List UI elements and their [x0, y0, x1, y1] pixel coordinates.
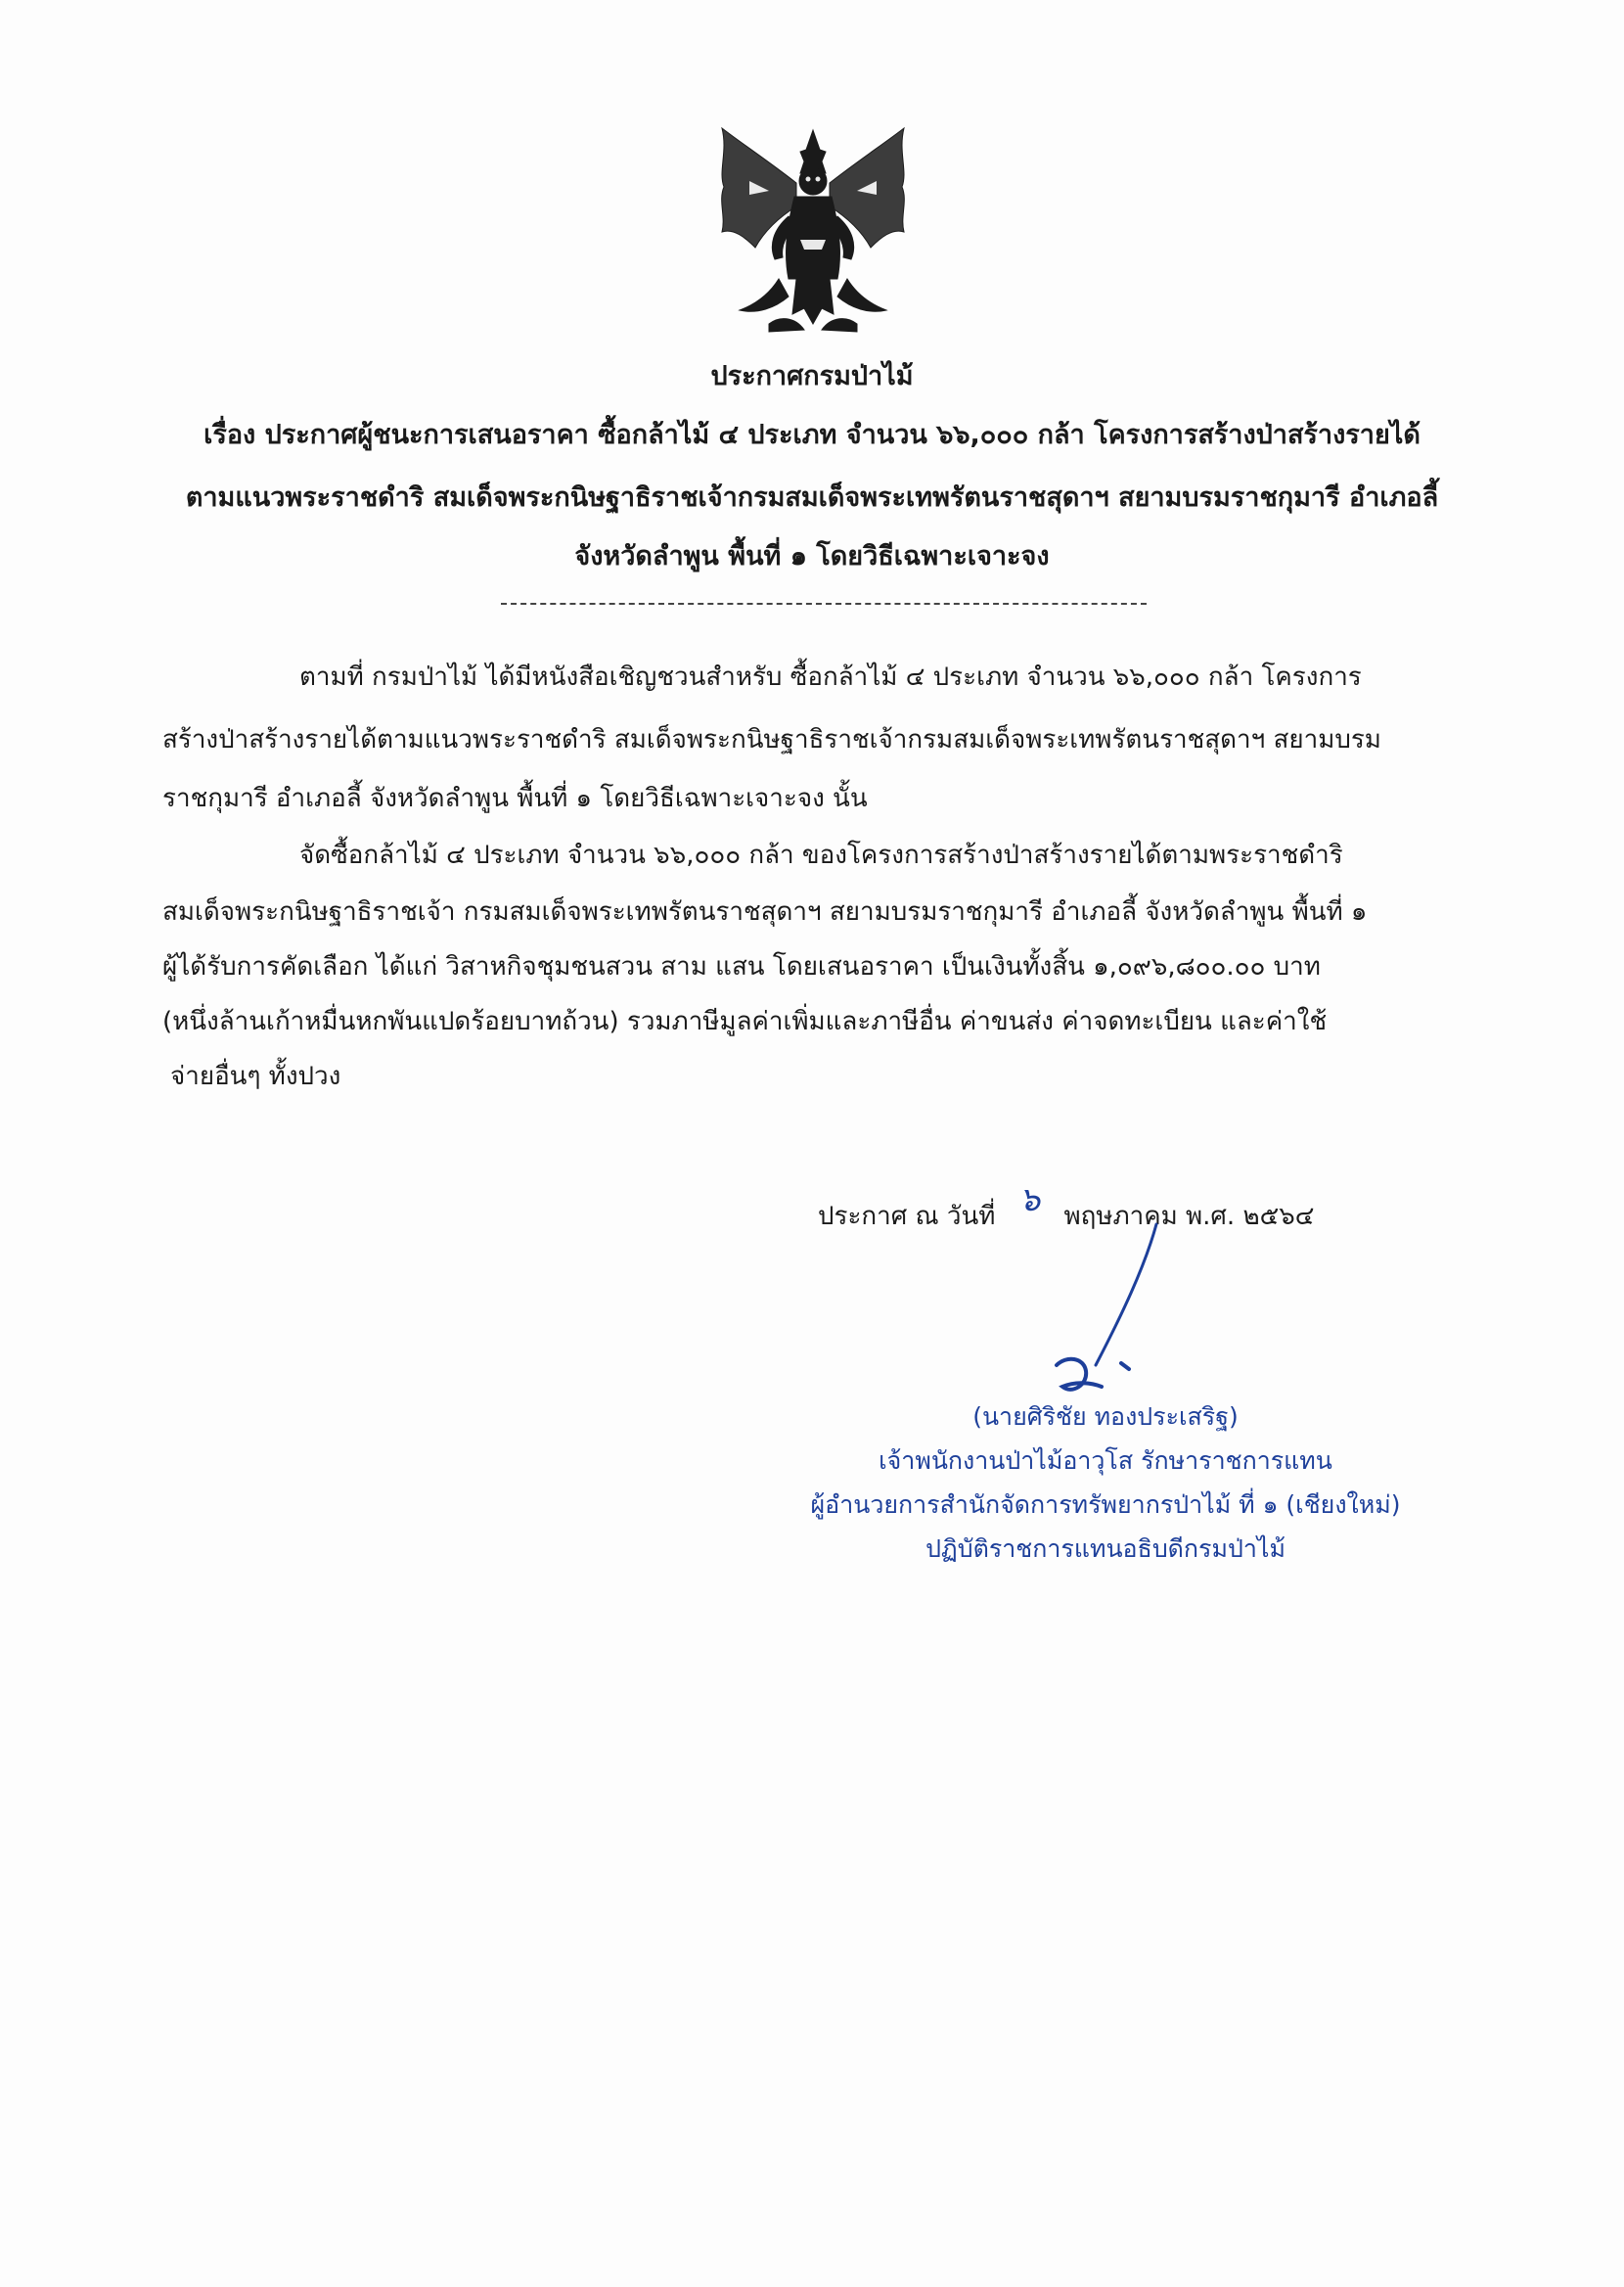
paragraph-2-line-1: จัดซื้อกล้าไม้ ๔ ประเภท จำนวน ๖๖,๐๐๐ กล้า ของโครงการสร้างป่าสร้างรายได้ตามพระราชดำริ: [299, 841, 1343, 870]
paragraph-1-line-3: ราชกุมารี อำเภอลี้ จังหวัดลำพูน พื้นที่ ๑ โดยวิธีเฉพาะเจาะจง นั้น: [162, 784, 868, 813]
paragraph-1-line-2: สร้างป่าสร้างรายได้ตามแนวพระราชดำริ สมเด็จพระกนิษฐาธิราชเจ้ากรมสมเด็จพระเทพรัตนราชสุดาฯ สยามบรม: [162, 725, 1381, 755]
divider: [501, 603, 1147, 605]
signatory-position-1: เจ้าพนักงานป่าไม้อาวุโส รักษาราชการแทน: [879, 1446, 1332, 1475]
paragraph-2-line-3: ผู้ได้รับการคัดเลือก ได้แก่ วิสาหกิจชุมชนสวน สาม แสน โดยเสนอราคา เป็นเงินทั้งสิ้น ๑,๐๙๖,๘๐๐.๐๐ บาท: [162, 952, 1321, 982]
subject-line-3: จังหวัดลำพูน พื้นที่ ๑ โดยวิธีเฉพาะเจาะจง: [574, 541, 1050, 572]
paragraph-1-line-1: ตามที่ กรมป่าไม้ ได้มีหนังสือเชิญชวนสำหรับ ซื้อกล้าไม้ ๔ ประเภท จำนวน ๖๖,๐๐๐ กล้า โครงการ: [299, 663, 1362, 692]
signatory-position-2: ผู้อำนวยการสำนักจัดการทรัพยากรป่าไม้ ที่ ๑ (เชียงใหม่): [810, 1490, 1401, 1519]
garuda-emblem-icon: [710, 122, 916, 347]
announcement-title: ประกาศกรมป่าไม้: [710, 361, 914, 391]
date-suffix: พฤษภาคม พ.ศ. ๒๕๖๔: [1063, 1202, 1315, 1231]
signatory-position-3: ปฏิบัติราชการแทนอธิบดีกรมป่าไม้: [925, 1534, 1286, 1563]
subject-line-1: เรื่อง ประกาศผู้ชนะการเสนอราคา ซื้อกล้าไม้ ๔ ประเภท จำนวน ๖๖,๐๐๐ กล้า โครงการสร้างป่าสร้างรายได้: [203, 420, 1421, 450]
subject-line-2: ตามแนวพระราชดำริ สมเด็จพระกนิษฐาธิราชเจ้ากรมสมเด็จพระเทพรัตนราชสุดาฯ สยามบรมราชกุมารี อำเภอลี้: [185, 482, 1439, 513]
signatory-name: (นายศิริชัย ทองประเสริฐ): [972, 1402, 1239, 1431]
paragraph-2-line-5: จ่ายอื่นๆ ทั้งปวง: [170, 1062, 341, 1091]
date-day-handwritten: ๖: [1018, 1180, 1041, 1219]
date-prefix: ประกาศ ณ วันที่: [818, 1202, 996, 1231]
paragraph-2-line-4: (หนึ่งล้านเก้าหมื่นหกพันแปดร้อยบาทถ้วน) รวมภาษีมูลค่าเพิ่มและภาษีอื่น ค่าขนส่ง ค่าจดทะเบียน และค่าใช้: [162, 1007, 1328, 1036]
paragraph-2-line-2: สมเด็จพระกนิษฐาธิราชเจ้า กรมสมเด็จพระเทพรัตนราชสุดาฯ สยามบรมราชกุมารี อำเภอลี้ จังหวัดลำพูน พื้นที่ ๑: [162, 897, 1368, 927]
signature-icon: [1027, 1218, 1174, 1399]
